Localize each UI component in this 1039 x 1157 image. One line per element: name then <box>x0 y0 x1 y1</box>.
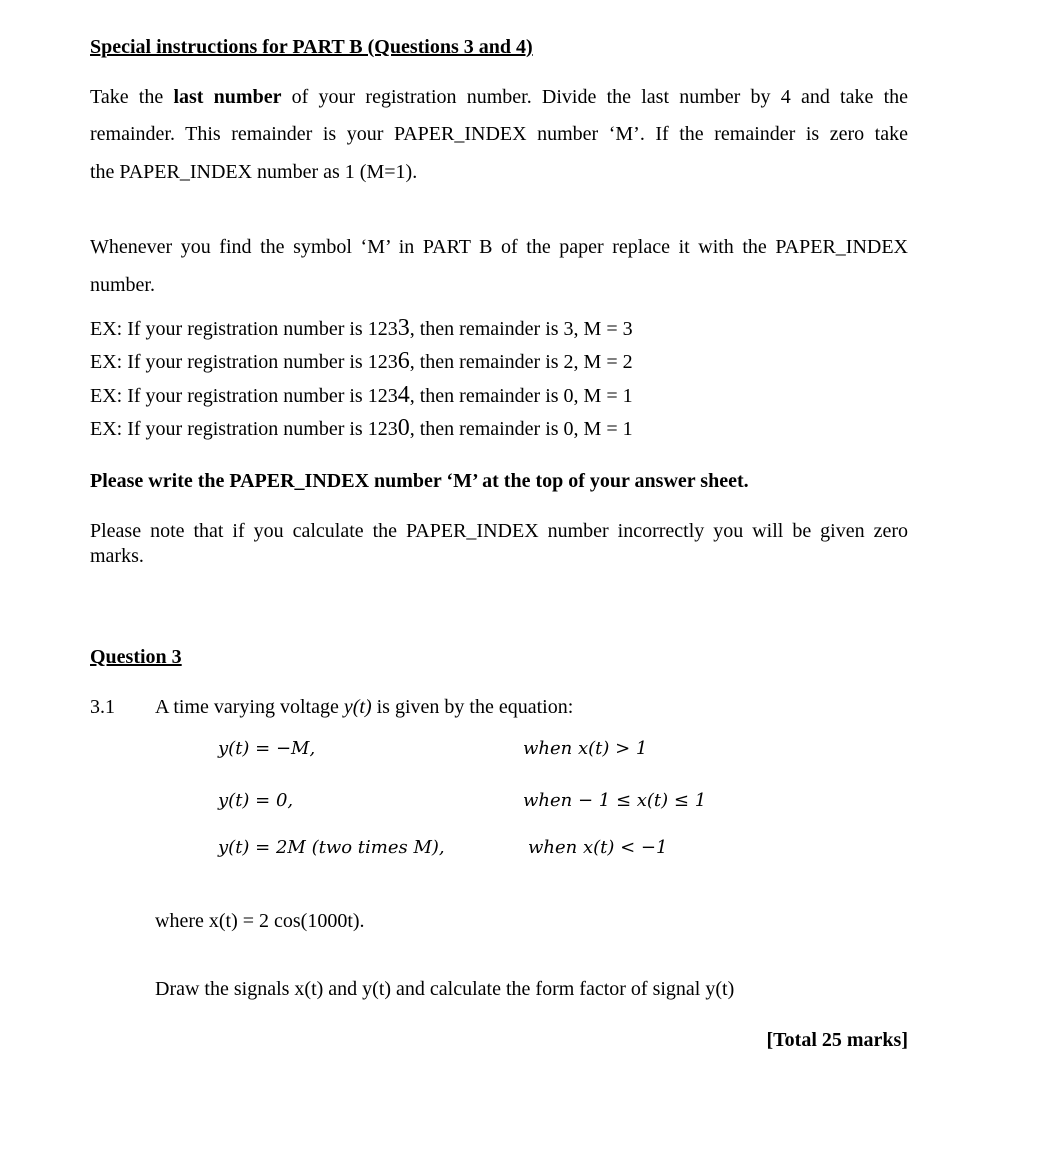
x-definition: where x(t) = 2 cos(1000t). <box>155 910 365 932</box>
instructions-text: Take the <box>90 86 164 108</box>
example-text: , then remainder is 0, M = 1 <box>409 385 633 407</box>
example-line <box>90 415 633 442</box>
equation-condition: when − 1 ≤ x(t) ≤ 1 <box>523 790 707 811</box>
example-text: EX: If your registration number is 123 <box>90 351 398 373</box>
example-last-digit: 3 <box>397 315 410 341</box>
equation-lhs: y(t) = −M, <box>218 738 316 759</box>
warning-line-1: Please note that if you calculate the PAPER_INDEX number incorrectly you will be given zero <box>90 520 908 542</box>
instructions-line-3: the PAPER_INDEX number as 1 (M=1). <box>90 161 418 183</box>
question-intro-text: is given by the equation: <box>376 696 574 718</box>
example-text: , then remainder is 3, M = 3 <box>409 318 633 340</box>
question-number: 3.1 <box>90 696 115 718</box>
question-intro <box>155 696 573 719</box>
example-last-digit: 6 <box>397 348 410 374</box>
equation-condition: when x(t) > 1 <box>523 738 648 759</box>
example-line <box>90 348 633 375</box>
example-text: EX: If your registration number is 123 <box>90 385 398 407</box>
instructions-text: of your registration number. Divide the last number by 4 and take the <box>291 86 908 108</box>
instructions-line-2: remainder. This remainder is your PAPER_INDEX number ‘M’. If the remainder is zero take <box>90 123 908 145</box>
instructions-emphasis: last number <box>173 86 282 108</box>
example-line <box>90 315 633 342</box>
symbol-note-line-2: number. <box>90 274 155 296</box>
question-title: Question 3 <box>90 646 182 668</box>
example-text: , then remainder is 0, M = 1 <box>409 418 633 440</box>
example-last-digit: 0 <box>397 415 410 441</box>
question-intro-text: A time varying voltage <box>155 696 339 718</box>
question-variable: y(t) <box>343 696 372 718</box>
total-marks: [Total 25 marks] <box>766 1029 908 1051</box>
task-statement: Draw the signals x(t) and y(t) and calculate the form factor of signal y(t) <box>155 978 735 1000</box>
instructions-line-1 <box>90 86 908 109</box>
example-last-digit: 4 <box>397 382 410 408</box>
answer-sheet-instruction: Please write the PAPER_INDEX number ‘M’ at the top of your answer sheet. <box>90 470 749 492</box>
example-text: EX: If your registration number is 123 <box>90 418 398 440</box>
section-heading: Special instructions for PART B (Questions 3 and 4) <box>90 36 533 58</box>
example-line <box>90 382 633 409</box>
warning-line-2: marks. <box>90 545 144 567</box>
example-text: EX: If your registration number is 123 <box>90 318 398 340</box>
symbol-note-line-1: Whenever you find the symbol ‘M’ in PART B of the paper replace it with the PAPER_INDEX <box>90 236 908 258</box>
example-text: , then remainder is 2, M = 2 <box>409 351 633 373</box>
equation-condition: when x(t) < −1 <box>528 837 668 858</box>
equation-lhs: y(t) = 0, <box>218 790 294 811</box>
equation-lhs: y(t) = 2M (two times M), <box>218 837 445 858</box>
